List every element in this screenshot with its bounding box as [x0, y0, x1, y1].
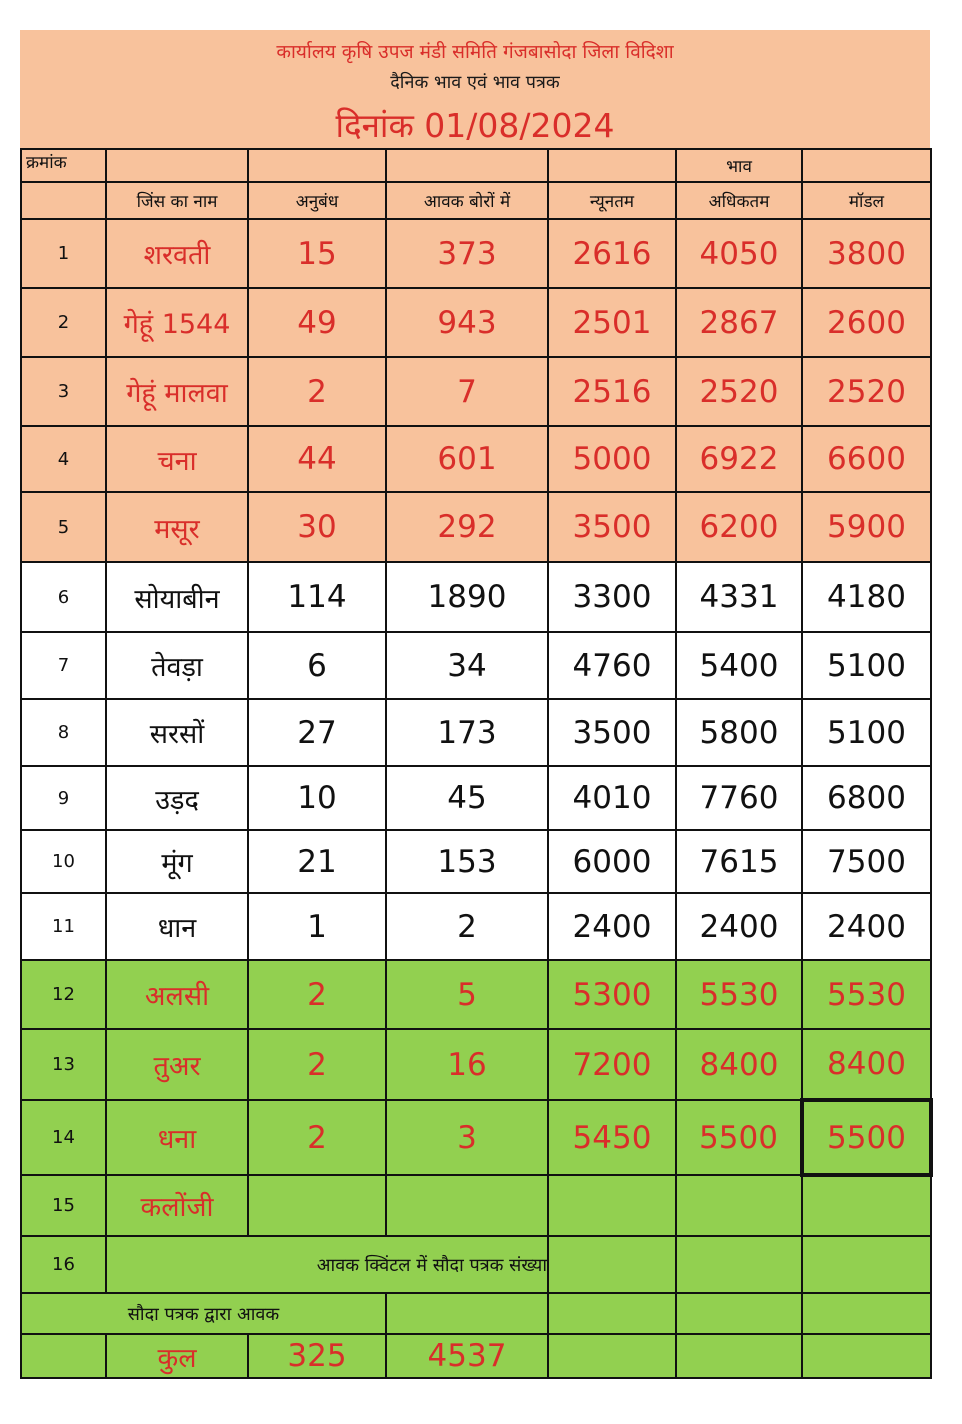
- anubandh-cell: 30: [248, 492, 386, 562]
- modal-price-cell: 5500: [802, 1100, 931, 1175]
- table-row: [21, 288, 931, 357]
- crop-name-cell: चना: [106, 426, 248, 492]
- max-price-cell: 2867: [676, 288, 802, 357]
- aavak-cell: 2: [386, 893, 548, 960]
- modal-price-cell: 6600: [802, 426, 931, 492]
- empty-cell: [548, 1236, 676, 1293]
- aavak-cell: 601: [386, 426, 548, 492]
- total-label-cell: [106, 1334, 248, 1378]
- anubandh-cell: 2: [248, 960, 386, 1029]
- sheet-date: दिनांक 01/08/2024: [335, 106, 615, 145]
- aavak-cell: [386, 1175, 548, 1236]
- crop-name-cell: तुअर: [106, 1029, 248, 1100]
- header-blank: [248, 149, 386, 182]
- inward-quintal-text: आवक क्विंटल में सौदा पत्रक संख्या: [316, 1254, 547, 1276]
- modal-price-cell: 8400: [802, 1029, 931, 1100]
- header-blank: [802, 149, 931, 182]
- crop-name-cell: धान: [106, 893, 248, 960]
- sheet-subtitle: दैनिक भाव एवं भाव पत्रक: [390, 72, 560, 93]
- header-blank: [21, 182, 106, 219]
- total-label: कुल: [157, 1342, 197, 1374]
- anubandh-cell: 21: [248, 830, 386, 893]
- anubandh-cell: 114: [248, 562, 386, 632]
- max-price-cell: 5400: [676, 632, 802, 699]
- empty-cell: [676, 1236, 802, 1293]
- anubandh-cell: 44: [248, 426, 386, 492]
- header-blank: [106, 149, 248, 182]
- aavak-cell: 943: [386, 288, 548, 357]
- serial-cell: 2: [21, 288, 106, 357]
- modal-price-cell: 4180: [802, 562, 931, 632]
- min-price-cell: 2501: [548, 288, 676, 357]
- aavak-cell: 1890: [386, 562, 548, 632]
- col-header-max: अधिकतम: [676, 182, 802, 219]
- modal-price-cell: 3800: [802, 219, 931, 288]
- table-row: [21, 219, 931, 288]
- min-price-cell: 2516: [548, 357, 676, 426]
- max-price-cell: 4331: [676, 562, 802, 632]
- col-header-anubandh: अनुबंध: [248, 182, 386, 219]
- table-row: [21, 562, 931, 632]
- modal-price-cell: 5900: [802, 492, 931, 562]
- crop-name-cell: कलोंजी: [106, 1175, 248, 1236]
- aavak-cell: 45: [386, 766, 548, 830]
- min-price-cell: 5300: [548, 960, 676, 1029]
- anubandh-cell: 15: [248, 219, 386, 288]
- table-row: [21, 1029, 931, 1100]
- empty-cell: [386, 1293, 548, 1334]
- modal-price-cell: 6800: [802, 766, 931, 830]
- col-header-serial: क्रमांक: [21, 149, 106, 182]
- anubandh-cell: [248, 1175, 386, 1236]
- min-price-cell: 4010: [548, 766, 676, 830]
- modal-price-cell: [802, 1175, 931, 1236]
- crop-name-cell: सोयाबीन: [106, 562, 248, 632]
- anubandh-cell: 1: [248, 893, 386, 960]
- empty-cell: [548, 1293, 676, 1334]
- sheet-header: [20, 30, 930, 148]
- col-header-bhav: भाव: [676, 149, 802, 182]
- table-row: [21, 492, 931, 562]
- anubandh-cell: 2: [248, 1029, 386, 1100]
- aavak-cell: 3: [386, 1100, 548, 1175]
- max-price-cell: 6922: [676, 426, 802, 492]
- aavak-cell: 5: [386, 960, 548, 1029]
- total-aavak-cell: [386, 1334, 548, 1378]
- empty-cell: [21, 1334, 106, 1378]
- anubandh-cell: 2: [248, 357, 386, 426]
- sauda-label-cell: [21, 1293, 386, 1334]
- serial-cell: 15: [21, 1175, 106, 1236]
- header-blank: [386, 149, 548, 182]
- min-price-cell: 2616: [548, 219, 676, 288]
- max-price-cell: 7760: [676, 766, 802, 830]
- aavak-cell: 34: [386, 632, 548, 699]
- max-price-cell: 5800: [676, 699, 802, 766]
- serial-cell: 5: [21, 492, 106, 562]
- min-price-cell: 5450: [548, 1100, 676, 1175]
- crop-name-cell: तेवड़ा: [106, 632, 248, 699]
- min-price-cell: 3500: [548, 492, 676, 562]
- max-price-cell: 4050: [676, 219, 802, 288]
- anubandh-cell: 27: [248, 699, 386, 766]
- min-price-cell: 7200: [548, 1029, 676, 1100]
- min-price-cell: 3500: [548, 699, 676, 766]
- max-price-cell: 2400: [676, 893, 802, 960]
- max-price-cell: 8400: [676, 1029, 802, 1100]
- min-price-cell: 4760: [548, 632, 676, 699]
- crop-name-cell: गेहूं मालवा: [106, 357, 248, 426]
- min-price-cell: [548, 1175, 676, 1236]
- aavak-cell: 153: [386, 830, 548, 893]
- total-anubandh-cell: [248, 1334, 386, 1378]
- empty-cell: [802, 1293, 931, 1334]
- serial-cell: 13: [21, 1029, 106, 1100]
- crop-name-cell: धना: [106, 1100, 248, 1175]
- table-row: [21, 830, 931, 893]
- max-price-cell: 7615: [676, 830, 802, 893]
- aavak-cell: 373: [386, 219, 548, 288]
- inward-quintal-label: [106, 1236, 548, 1293]
- modal-price-cell: 2400: [802, 893, 931, 960]
- max-price-cell: 2520: [676, 357, 802, 426]
- table-row: [21, 632, 931, 699]
- price-sheet: [20, 30, 930, 1379]
- crop-name-cell: शरवती: [106, 219, 248, 288]
- empty-cell: [802, 1334, 931, 1378]
- col-header-name: जिंस का नाम: [106, 182, 248, 219]
- table-row: [21, 1236, 931, 1293]
- min-price-cell: 2400: [548, 893, 676, 960]
- aavak-cell: 292: [386, 492, 548, 562]
- serial-cell: 10: [21, 830, 106, 893]
- table-row: [21, 893, 931, 960]
- crop-name-cell: उड़द: [106, 766, 248, 830]
- col-header-modal: मॉडल: [802, 182, 931, 219]
- crop-name-cell: अलसी: [106, 960, 248, 1029]
- empty-cell: [548, 1334, 676, 1378]
- empty-cell: [802, 1236, 931, 1293]
- serial-cell: 3: [21, 357, 106, 426]
- total-aavak: 4537: [427, 1338, 507, 1374]
- office-title: कार्यालय कृषि उपज मंडी समिति गंजबासोदा जिला विदिशा: [276, 41, 674, 63]
- col-header-min: न्यूनतम: [548, 182, 676, 219]
- total-row: [21, 1334, 931, 1378]
- max-price-cell: 5500: [676, 1100, 802, 1175]
- serial-cell: 8: [21, 699, 106, 766]
- max-price-cell: 5530: [676, 960, 802, 1029]
- min-price-cell: 5000: [548, 426, 676, 492]
- serial-cell: 7: [21, 632, 106, 699]
- aavak-cell: 173: [386, 699, 548, 766]
- modal-price-cell: 5100: [802, 632, 931, 699]
- header-row-bottom: [21, 182, 931, 219]
- serial-cell: 6: [21, 562, 106, 632]
- min-price-cell: 6000: [548, 830, 676, 893]
- crop-name-cell: मूंग: [106, 830, 248, 893]
- table-row: [21, 960, 931, 1029]
- min-price-cell: 3300: [548, 562, 676, 632]
- header-row-top: [21, 149, 931, 182]
- sauda-row: [21, 1293, 931, 1334]
- empty-cell: [676, 1293, 802, 1334]
- modal-price-cell: 5530: [802, 960, 931, 1029]
- max-price-cell: 6200: [676, 492, 802, 562]
- header-blank: [548, 149, 676, 182]
- modal-price-cell: 7500: [802, 830, 931, 893]
- serial-cell: 1: [21, 219, 106, 288]
- serial-cell: 11: [21, 893, 106, 960]
- crop-name-cell: सरसों: [106, 699, 248, 766]
- anubandh-cell: 49: [248, 288, 386, 357]
- table-row: [21, 1175, 931, 1236]
- anubandh-cell: 6: [248, 632, 386, 699]
- table-row: [21, 766, 931, 830]
- modal-price-cell: 2520: [802, 357, 931, 426]
- serial-cell: 14: [21, 1100, 106, 1175]
- table-row: [21, 357, 931, 426]
- serial-cell: 9: [21, 766, 106, 830]
- serial-cell: 16: [21, 1236, 106, 1293]
- crop-name-cell: मसूर: [106, 492, 248, 562]
- empty-cell: [676, 1334, 802, 1378]
- modal-price-cell: 2600: [802, 288, 931, 357]
- serial-cell: 12: [21, 960, 106, 1029]
- max-price-cell: [676, 1175, 802, 1236]
- crop-name-cell: गेहूं 1544: [106, 288, 248, 357]
- col-header-aavak: आवक बोरों में: [386, 182, 548, 219]
- anubandh-cell: 2: [248, 1100, 386, 1175]
- anubandh-cell: 10: [248, 766, 386, 830]
- modal-price-cell: 5100: [802, 699, 931, 766]
- serial-cell: 4: [21, 426, 106, 492]
- aavak-cell: 16: [386, 1029, 548, 1100]
- sauda-label: सौदा पत्रक द्वारा आवक: [127, 1303, 280, 1325]
- table-row: [21, 699, 931, 766]
- table-row: [21, 1100, 931, 1175]
- aavak-cell: 7: [386, 357, 548, 426]
- total-anubandh: 325: [287, 1338, 347, 1374]
- price-table: [20, 148, 933, 1379]
- table-row: [21, 426, 931, 492]
